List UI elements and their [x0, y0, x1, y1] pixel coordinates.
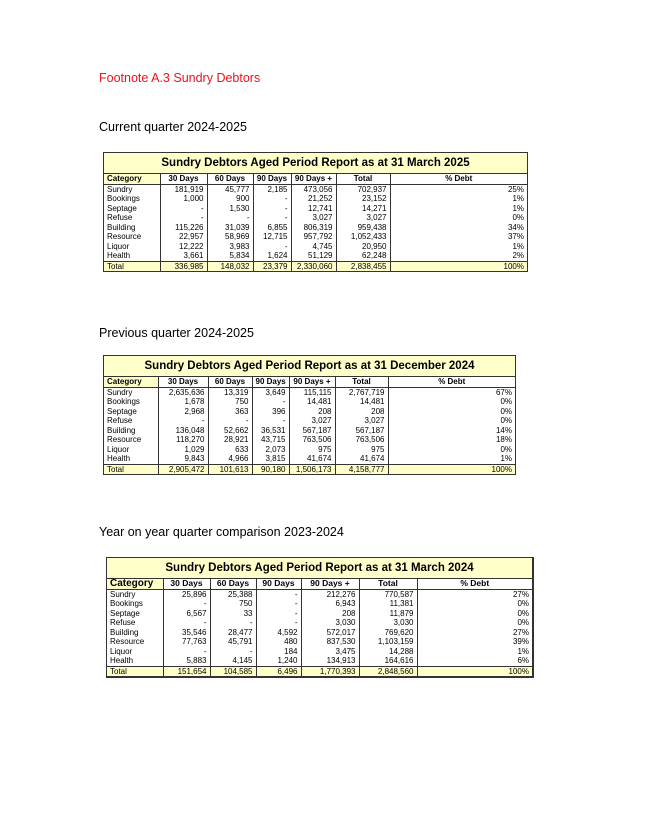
report-title: Sundry Debtors Aged Period Report as at 31 March 2024 [107, 558, 532, 579]
column-header-percent-debt: % Debt [390, 174, 527, 184]
cell-60-days: - [207, 213, 253, 223]
aged-debtors-table [107, 579, 532, 676]
table-row [104, 397, 515, 407]
cell-90-days: 184 [256, 647, 301, 657]
cell-60-days: 363 [208, 407, 252, 417]
aged-debtors-table [104, 377, 515, 474]
cell-category: Septage [104, 407, 158, 417]
cell-total: 3,027 [335, 416, 388, 426]
cell-total: 975 [335, 445, 388, 455]
cell-60-days: 33 [210, 609, 256, 619]
total-cell-90-days-plus: 2,330,060 [291, 261, 336, 271]
header-row [104, 377, 515, 387]
column-header-60-days: 60 Days [207, 174, 253, 184]
cell-30-days: 77,763 [163, 637, 210, 647]
total-cell-category: Total [107, 666, 163, 676]
total-cell-30-days: 336,985 [160, 261, 207, 271]
total-cell-90-days-plus: 1,770,393 [301, 666, 359, 676]
cell-90-days: 480 [256, 637, 301, 647]
total-cell-percent-debt: 100% [388, 464, 515, 474]
cell-percent-debt: 0% [517, 608, 529, 618]
cell-90-days: 2,185 [253, 184, 291, 194]
total-cell-total: 4,158,777 [335, 464, 388, 474]
table-row [104, 232, 527, 242]
cell-30-days: 25,896 [163, 589, 210, 599]
column-header-category: Category [107, 579, 163, 589]
cell-90-days-plus: 212,276 [301, 589, 359, 599]
table-row [104, 435, 515, 445]
cell-60-days: 750 [208, 397, 252, 407]
cell-90-days-plus: 806,319 [291, 223, 336, 233]
cell-30-days: 136,048 [158, 426, 208, 436]
cell-90-days-plus: 134,913 [301, 656, 359, 666]
cell-90-days: - [256, 618, 301, 628]
cell-90-days: 396 [252, 407, 289, 417]
cell-60-days: 52,662 [208, 426, 252, 436]
table-row [104, 445, 515, 455]
cell-percent-debt: 1% [512, 241, 524, 251]
cell-30-days: 35,546 [163, 628, 210, 638]
cell-total: 1,103,159 [359, 637, 417, 647]
report-table-previous [103, 355, 516, 475]
cell-total: 208 [335, 407, 388, 417]
cell-90-days: - [256, 599, 301, 609]
cell-category: Sundry [104, 387, 158, 397]
table-row [104, 184, 527, 194]
cell-90-days-plus: 572,017 [301, 628, 359, 638]
cell-90-days: - [253, 194, 291, 204]
cell-30-days: - [163, 647, 210, 657]
column-header-category: Category [104, 174, 160, 184]
table-row [107, 618, 532, 628]
column-header-90-days-plus: 90 Days + [301, 579, 359, 589]
cell-90-days: 36,531 [252, 426, 289, 436]
cell-60-days: 750 [210, 599, 256, 609]
table-row [104, 387, 515, 397]
cell-category: Bookings [104, 397, 158, 407]
cell-percent-debt: 0% [500, 444, 512, 454]
cell-category: Sundry [104, 184, 160, 194]
cell-total: 2,767,719 [335, 387, 388, 397]
cell-total: 62,248 [336, 251, 390, 261]
column-header-60-days: 60 Days [210, 579, 256, 589]
cell-percent-debt: 25% [507, 184, 524, 194]
header-row [104, 174, 527, 184]
total-cell-90-days: 23,379 [253, 261, 291, 271]
cell-90-days-plus: 567,187 [289, 426, 335, 436]
table-row [104, 426, 515, 436]
cell-30-days: 2,635,636 [158, 387, 208, 397]
cell-total: 763,506 [335, 435, 388, 445]
cell-percent-debt: 37% [507, 232, 524, 241]
cell-30-days: 115,226 [160, 223, 207, 233]
cell-60-days: 900 [207, 194, 253, 204]
total-cell-60-days: 148,032 [207, 261, 253, 271]
cell-total: 769,620 [359, 628, 417, 638]
cell-60-days: - [210, 647, 256, 657]
cell-60-days: 3,983 [207, 242, 253, 252]
section-heading-year-on-year: Year on year quarter comparison 2023-2024 [99, 525, 344, 539]
total-row [104, 261, 527, 271]
cell-30-days: 5,883 [163, 656, 210, 666]
cell-30-days: - [160, 204, 207, 214]
total-cell-60-days: 104,585 [210, 666, 256, 676]
cell-60-days: 58,969 [207, 232, 253, 242]
column-header-90-days: 90 Days [256, 579, 301, 589]
cell-percent-debt: 0% [512, 213, 524, 222]
cell-percent-debt: 0% [517, 618, 529, 627]
column-header-90-days: 90 Days [252, 377, 289, 387]
cell-category: Resource [107, 637, 163, 647]
column-header-percent-debt: % Debt [417, 579, 532, 589]
total-cell-60-days: 101,613 [208, 464, 252, 474]
cell-90-days: - [253, 204, 291, 214]
cell-category: Liquor [104, 445, 158, 455]
cell-percent-debt: 0% [500, 397, 512, 406]
column-header-30-days: 30 Days [158, 377, 208, 387]
cell-90-days-plus: 6,943 [301, 599, 359, 609]
cell-30-days: 1,000 [160, 194, 207, 204]
cell-category: Septage [107, 609, 163, 619]
cell-category: Health [104, 251, 160, 261]
footnote-title: Footnote A.3 Sundry Debtors [99, 71, 261, 85]
section-heading-previous: Previous quarter 2024-2025 [99, 326, 254, 340]
cell-90-days-plus: 3,027 [289, 416, 335, 426]
cell-percent-debt: 0% [517, 599, 529, 608]
cell-30-days: 22,957 [160, 232, 207, 242]
cell-percent-debt: 1% [500, 454, 512, 463]
cell-90-days: 6,855 [253, 223, 291, 233]
cell-total: 11,879 [359, 609, 417, 619]
cell-total: 14,288 [359, 647, 417, 657]
cell-30-days: 2,968 [158, 407, 208, 417]
cell-90-days-plus: 3,027 [291, 213, 336, 223]
cell-60-days: 45,791 [210, 637, 256, 647]
cell-category: Health [104, 454, 158, 464]
cell-30-days: 6,567 [163, 609, 210, 619]
column-header-total: Total [335, 377, 388, 387]
column-header-30-days: 30 Days [163, 579, 210, 589]
cell-total: 959,438 [336, 223, 390, 233]
table-row [107, 589, 532, 599]
cell-90-days: - [256, 609, 301, 619]
cell-category: Bookings [104, 194, 160, 204]
cell-60-days: 13,319 [208, 387, 252, 397]
cell-total: 3,027 [336, 213, 390, 223]
column-header-90-days-plus: 90 Days + [289, 377, 335, 387]
cell-total: 14,481 [335, 397, 388, 407]
cell-percent-debt: 2% [512, 251, 524, 260]
cell-90-days-plus: 837,530 [301, 637, 359, 647]
cell-90-days: 1,624 [253, 251, 291, 261]
cell-90-days: - [256, 589, 301, 599]
cell-90-days-plus: 115,115 [289, 387, 335, 397]
section-heading-current: Current quarter 2024-2025 [99, 120, 248, 134]
cell-category: Bookings [107, 599, 163, 609]
total-row [107, 666, 532, 676]
cell-30-days: 12,222 [160, 242, 207, 252]
cell-30-days: 118,270 [158, 435, 208, 445]
cell-60-days: - [208, 416, 252, 426]
total-cell-percent-debt: 100% [417, 666, 532, 676]
cell-total: 567,187 [335, 426, 388, 436]
cell-90-days: - [253, 242, 291, 252]
cell-30-days: - [163, 599, 210, 609]
cell-60-days: 5,834 [207, 251, 253, 261]
table-row [104, 454, 515, 464]
cell-90-days-plus: 208 [301, 609, 359, 619]
cell-60-days: 28,477 [210, 628, 256, 638]
table-row [104, 416, 515, 426]
cell-percent-debt: 6% [517, 656, 529, 665]
cell-60-days: 1,530 [207, 204, 253, 214]
cell-60-days: 28,921 [208, 435, 252, 445]
cell-30-days: - [160, 213, 207, 223]
report-table-year-on-year [106, 557, 534, 678]
column-header-60-days: 60 Days [208, 377, 252, 387]
cell-percent-debt: 67% [495, 387, 512, 397]
cell-90-days: - [252, 397, 289, 407]
cell-90-days-plus: 4,745 [291, 242, 336, 252]
total-cell-percent-debt: 100% [390, 261, 527, 271]
cell-90-days: 1,240 [256, 656, 301, 666]
cell-total: 20,950 [336, 242, 390, 252]
cell-percent-debt: 27% [512, 627, 529, 637]
cell-60-days: 4,145 [210, 656, 256, 666]
cell-percent-debt: 39% [512, 637, 529, 646]
table-row [104, 251, 527, 261]
aged-debtors-table [104, 174, 527, 271]
cell-total: 770,587 [359, 589, 417, 599]
cell-30-days: - [163, 618, 210, 628]
cell-total: 3,030 [359, 618, 417, 628]
cell-category: Refuse [107, 618, 163, 628]
table-row [104, 204, 527, 214]
column-header-percent-debt: % Debt [388, 377, 515, 387]
column-header-30-days: 30 Days [160, 174, 207, 184]
cell-90-days: 3,649 [252, 387, 289, 397]
cell-90-days: - [252, 416, 289, 426]
cell-90-days: - [253, 213, 291, 223]
table-row [104, 407, 515, 417]
cell-percent-debt: 1% [517, 646, 529, 656]
cell-90-days-plus: 957,792 [291, 232, 336, 242]
cell-90-days-plus: 41,674 [289, 454, 335, 464]
total-cell-category: Total [104, 261, 160, 271]
cell-90-days: 3,815 [252, 454, 289, 464]
column-header-category: Category [104, 377, 158, 387]
table-row [107, 637, 532, 647]
cell-60-days: 45,777 [207, 184, 253, 194]
cell-90-days-plus: 3,030 [301, 618, 359, 628]
cell-90-days: 43,715 [252, 435, 289, 445]
cell-percent-debt: 34% [507, 222, 524, 232]
report-title: Sundry Debtors Aged Period Report as at 31 December 2024 [104, 356, 515, 377]
cell-60-days: - [210, 618, 256, 628]
cell-category: Resource [104, 232, 160, 242]
cell-category: Liquor [104, 242, 160, 252]
cell-total: 11,381 [359, 599, 417, 609]
report-title: Sundry Debtors Aged Period Report as at 31 March 2025 [104, 153, 527, 174]
cell-90-days-plus: 3,475 [301, 647, 359, 657]
total-cell-total: 2,838,455 [336, 261, 390, 271]
table-row [104, 213, 527, 223]
cell-90-days-plus: 51,129 [291, 251, 336, 261]
cell-90-days: 12,715 [253, 232, 291, 242]
cell-percent-debt: 27% [512, 589, 529, 599]
cell-30-days: 1,678 [158, 397, 208, 407]
table-row [107, 647, 532, 657]
cell-90-days: 4,592 [256, 628, 301, 638]
total-cell-total: 2,848,560 [359, 666, 417, 676]
cell-90-days-plus: 975 [289, 445, 335, 455]
cell-category: Resource [104, 435, 158, 445]
cell-30-days: 3,661 [160, 251, 207, 261]
cell-total: 702,937 [336, 184, 390, 194]
cell-90-days-plus: 12,741 [291, 204, 336, 214]
table-row [104, 194, 527, 204]
table-row [107, 656, 532, 666]
cell-total: 41,674 [335, 454, 388, 464]
cell-total: 14,271 [336, 204, 390, 214]
total-cell-30-days: 2,905,472 [158, 464, 208, 474]
cell-total: 164,616 [359, 656, 417, 666]
cell-total: 1,052,433 [336, 232, 390, 242]
column-header-total: Total [359, 579, 417, 589]
column-header-90-days: 90 Days [253, 174, 291, 184]
cell-30-days: 1,029 [158, 445, 208, 455]
cell-90-days-plus: 208 [289, 407, 335, 417]
cell-category: Sundry [107, 589, 163, 599]
cell-60-days: 31,039 [207, 223, 253, 233]
cell-category: Liquor [107, 647, 163, 657]
cell-percent-debt: 0% [500, 406, 512, 416]
cell-category: Building [107, 628, 163, 638]
table-row [107, 609, 532, 619]
header-row [107, 579, 532, 589]
total-cell-90-days: 90,180 [252, 464, 289, 474]
cell-total: 23,152 [336, 194, 390, 204]
table-row [104, 242, 527, 252]
total-cell-category: Total [104, 464, 158, 474]
cell-60-days: 4,966 [208, 454, 252, 464]
cell-category: Septage [104, 204, 160, 214]
cell-percent-debt: 1% [512, 203, 524, 213]
cell-category: Building [104, 426, 158, 436]
cell-30-days: 181,919 [160, 184, 207, 194]
total-cell-90-days: 6,496 [256, 666, 301, 676]
cell-30-days: - [158, 416, 208, 426]
cell-category: Refuse [104, 416, 158, 426]
cell-percent-debt: 18% [495, 435, 512, 444]
cell-90-days-plus: 473,056 [291, 184, 336, 194]
column-header-total: Total [336, 174, 390, 184]
cell-90-days-plus: 763,506 [289, 435, 335, 445]
cell-90-days: 2,073 [252, 445, 289, 455]
column-header-90-days-plus: 90 Days + [291, 174, 336, 184]
cell-percent-debt: 0% [500, 416, 512, 425]
cell-90-days-plus: 14,481 [289, 397, 335, 407]
total-row [104, 464, 515, 474]
table-row [107, 599, 532, 609]
cell-percent-debt: 1% [512, 194, 524, 203]
table-row [107, 628, 532, 638]
table-row [104, 223, 527, 233]
cell-category: Building [104, 223, 160, 233]
cell-percent-debt: 14% [495, 425, 512, 435]
cell-30-days: 9,843 [158, 454, 208, 464]
total-cell-90-days-plus: 1,506,173 [289, 464, 335, 474]
cell-60-days: 25,388 [210, 589, 256, 599]
cell-60-days: 633 [208, 445, 252, 455]
total-cell-30-days: 151,654 [163, 666, 210, 676]
cell-category: Health [107, 656, 163, 666]
report-table-current [103, 152, 528, 272]
cell-category: Refuse [104, 213, 160, 223]
cell-90-days-plus: 21,252 [291, 194, 336, 204]
